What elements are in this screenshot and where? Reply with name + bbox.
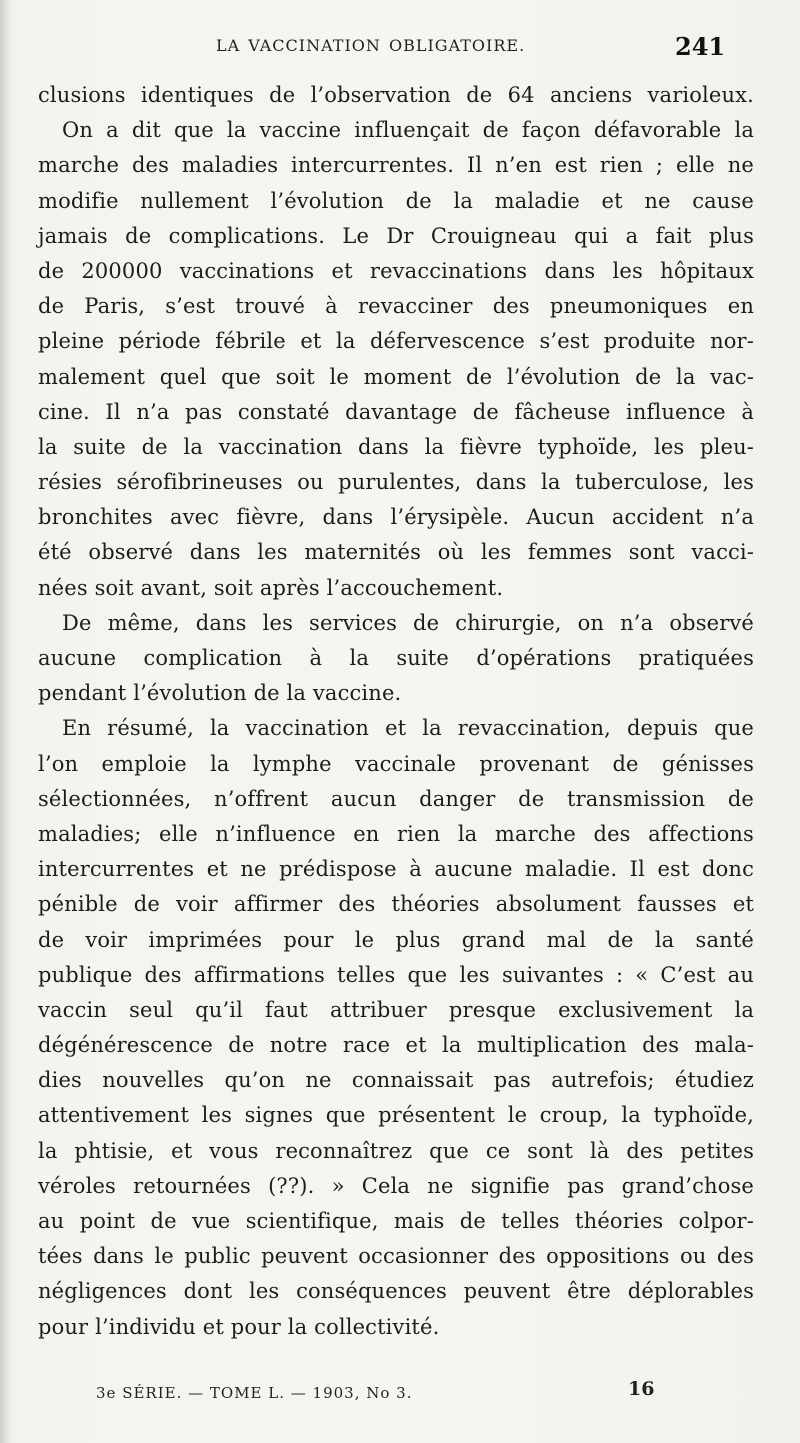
text-line: pleine période fébrile et la défervescence s’est produite nor- — [38, 329, 754, 354]
text-line: maladies; elle n’influence en rien la marche des affections — [38, 821, 754, 846]
text-line: nées soit avant, soit après l’accouchement. — [38, 575, 504, 600]
text-line: pendant l’évolution de la vaccine. — [38, 681, 402, 706]
text-line: de Paris, s’est trouvé à revacciner des pneumoniques en — [38, 294, 754, 319]
text-line: aucune complication à la suite d’opérations pratiquées — [38, 646, 754, 670]
text-line: marche des maladies intercurrentes. Il n’en est rien ; elle ne — [38, 153, 754, 178]
text-line: modifie nullement l’évolution de la maladie et ne cause — [38, 188, 754, 213]
text-line: jamais de complications. Le Dr Crouigneau qui a fait plus — [38, 223, 754, 248]
text-line: résies sérofibrineuses ou purulentes, dans la tuberculose, les — [38, 470, 754, 495]
body-text — [38, 78, 754, 1345]
text-line: de voir imprimées pour le plus grand mal de la santé — [38, 927, 754, 952]
text-line: sélectionnées, n’offrent aucun danger de transmission de — [38, 786, 754, 811]
text-line: pénible de voir affirmer des théories absolument fausses et — [38, 892, 754, 917]
page-header — [0, 32, 800, 66]
text-line: été observé dans les maternités où les femmes sont vacci- — [38, 540, 754, 565]
running-title: LA VACCINATION OBLIGATOIRE. — [216, 36, 526, 55]
binding-edge-shadow — [0, 0, 10, 1443]
page-number: 241 — [675, 32, 726, 61]
text-line: l’on emploie la lymphe vaccinale provenant de génisses — [38, 751, 754, 776]
signature-mark: 3e SÉRIE. — TOME L. — 1903, No 3. — [96, 1384, 413, 1402]
text-line: au point de vue scientifique, mais de telles théories colpor- — [38, 1209, 754, 1233]
text-line: De même, dans les services de chirurgie, on n’a observé — [62, 610, 754, 635]
text-line: En résumé, la vaccination et la revaccination, depuis que — [62, 716, 754, 741]
text-line: On a dit que la vaccine influençait de façon défavorable la — [62, 118, 754, 143]
text-line: la phtisie, et vous reconnaîtrez que ce sont là des petites — [38, 1138, 754, 1163]
page-footer — [0, 1378, 800, 1408]
text-line: de 200000 vaccinations et revaccinations dans les hôpitaux — [38, 258, 754, 283]
text-line: négligences dont les conséquences peuvent être déplorables — [38, 1279, 754, 1304]
text-line: dégénérescence de notre race et la multiplication des mala- — [38, 1033, 754, 1058]
text-line: pour l’individu et pour la collectivité. — [38, 1314, 440, 1339]
text-line: cine. Il n’a pas constaté davantage de fâcheuse influence à — [38, 399, 754, 424]
text-line: clusions identiques de l’observation de 64 anciens varioleux. — [38, 83, 754, 107]
text-line: intercurrentes et ne prédispose à aucune maladie. Il est donc — [38, 857, 754, 882]
text-line: bronchites avec fièvre, dans l’érysipèle. Aucun accident n’a — [38, 505, 754, 530]
text-line: malement quel que soit le moment de l’évolution de la vac- — [38, 364, 754, 389]
sheet-number: 16 — [628, 1378, 655, 1400]
text-line: dies nouvelles qu’on ne connaissait pas autrefois; étudiez — [38, 1068, 754, 1093]
text-line: publique des affirmations telles que les suivantes : « C’est au — [38, 962, 754, 987]
text-line: vaccin seul qu’il faut attribuer presque exclusivement la — [38, 997, 754, 1022]
text-line: tées dans le public peuvent occasionner des oppositions ou des — [38, 1244, 754, 1269]
text-line: attentivement les signes que présentent le croup, la typhoïde, — [38, 1103, 754, 1128]
text-line: la suite de la vaccination dans la fièvre typhoïde, les pleu- — [38, 434, 754, 459]
text-line: véroles retournées (??). » Cela ne signifie pas grand’chose — [38, 1173, 754, 1198]
